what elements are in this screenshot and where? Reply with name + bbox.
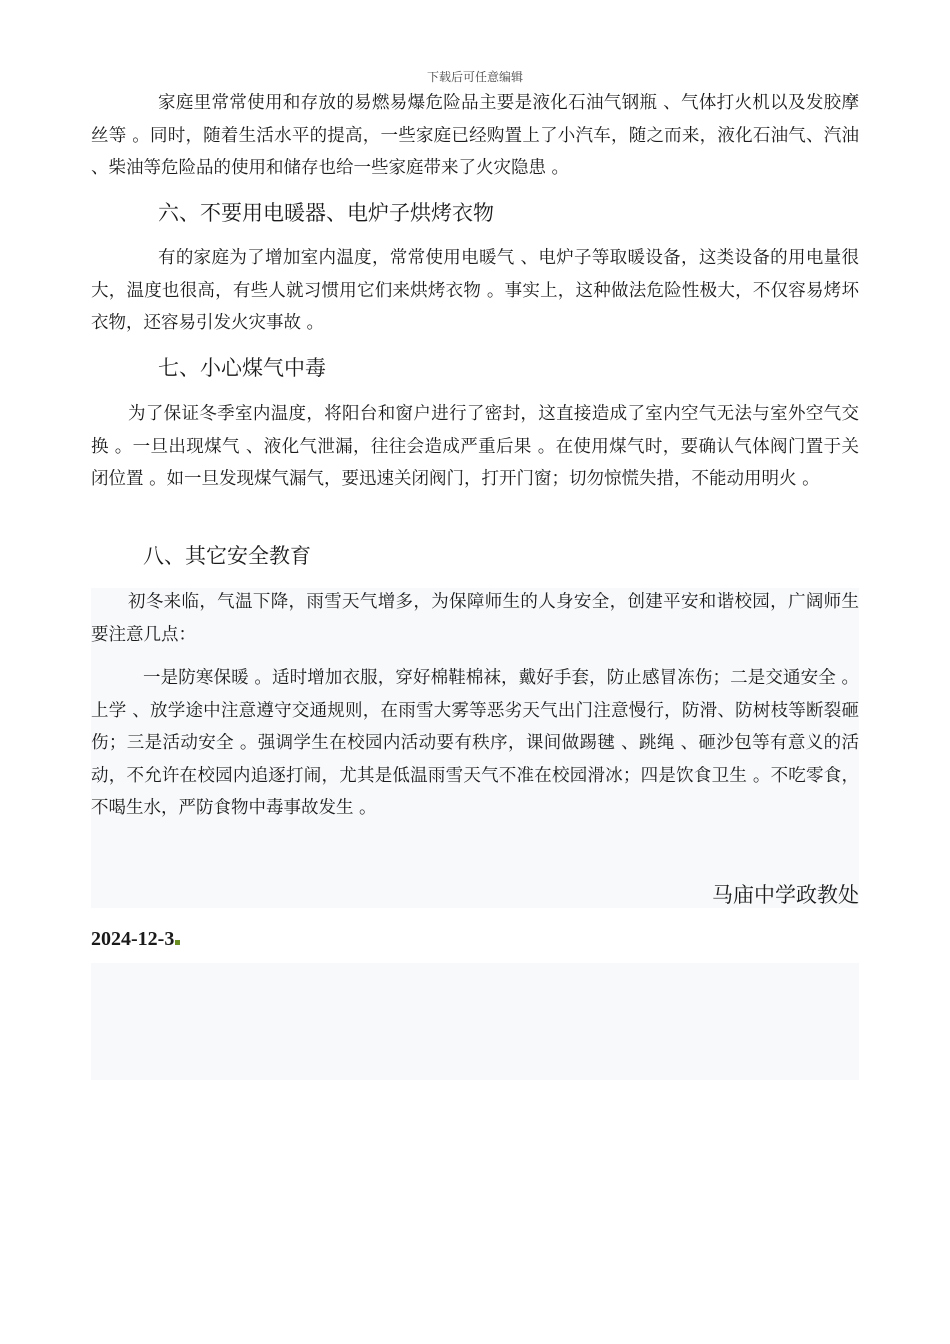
date [91,928,180,951]
signature: 马庙中学政教处 [712,883,859,907]
section-8-intro: 初冬来临，气温下降，雨雪天气增多，为保障师生的人身安全，创建平安和谐校园，广阔师生要注意几点： [91,592,859,645]
empty-block [91,963,859,1080]
section-6-body: 有的家庭为了增加室内温度，常常使用电暖气 、电炉子等取暖设备，这类设备的用电量很大，温度也很高，有些人就习惯用它们来烘烤衣物 。事实上，这种做法危险性极大，不仅容易烤坏衣物，还容易引发火灾事故 。 [91,248,859,333]
section-6-heading: 六、不要用电暖器、电炉子烘烤衣物 [158,201,494,225]
intro-paragraph: 家庭里常常使用和存放的易燃易爆危险品主要是液化石油气钢瓶 、气体打火机以及发胶摩丝等 。同时，随着生活水平的提高，一些家庭已经购置上了小汽车，随之而来，液化石油气、汽油 、柴油等危险品的使用和储存也给一些家庭带来了火灾隐患 。 [91,93,859,178]
section-8-points: 一是防寒保暖 。适时增加衣服，穿好棉鞋棉袜，戴好手套，防止感冒冻伤；二是交通安全 。上学 、放学途中注意遵守交通规则，在雨雪大雾等恶劣天气出门注意慢行，防滑、防树枝等断裂砸伤；三是活动安全 。强调学生在校园内活动要有秩序，课间做踢毽 、跳绳 、砸沙包等有意义的活动，不允许在校园内追逐打闹，尤其是低温雨雪天气不准在校园滑冰；四是饮食卫生 。不吃零食，不喝生水，严防食物中毒事故发生 。 [91,668,859,818]
section-7-body: 为了保证冬季室内温度，将阳台和窗户进行了密封，这直接造成了室内空气无法与室外空气交换 。一旦出现煤气 、液化气泄漏，往往会造成严重后果 。在使用煤气时，要确认气体阀门置于关闭位置 。如一旦发现煤气漏气，要迅速关闭阀门，打开门窗；切勿惊慌失措，不能动用明火 。 [91,404,859,489]
section-8-heading: 八、其它安全教育 [143,544,311,568]
date-text: 2024-12-3 [91,928,175,950]
anchor-mark-icon [175,940,180,945]
section-7-heading: 七、小心煤气中毒 [158,356,326,380]
header-note: 下载后可任意编辑 [426,70,523,84]
